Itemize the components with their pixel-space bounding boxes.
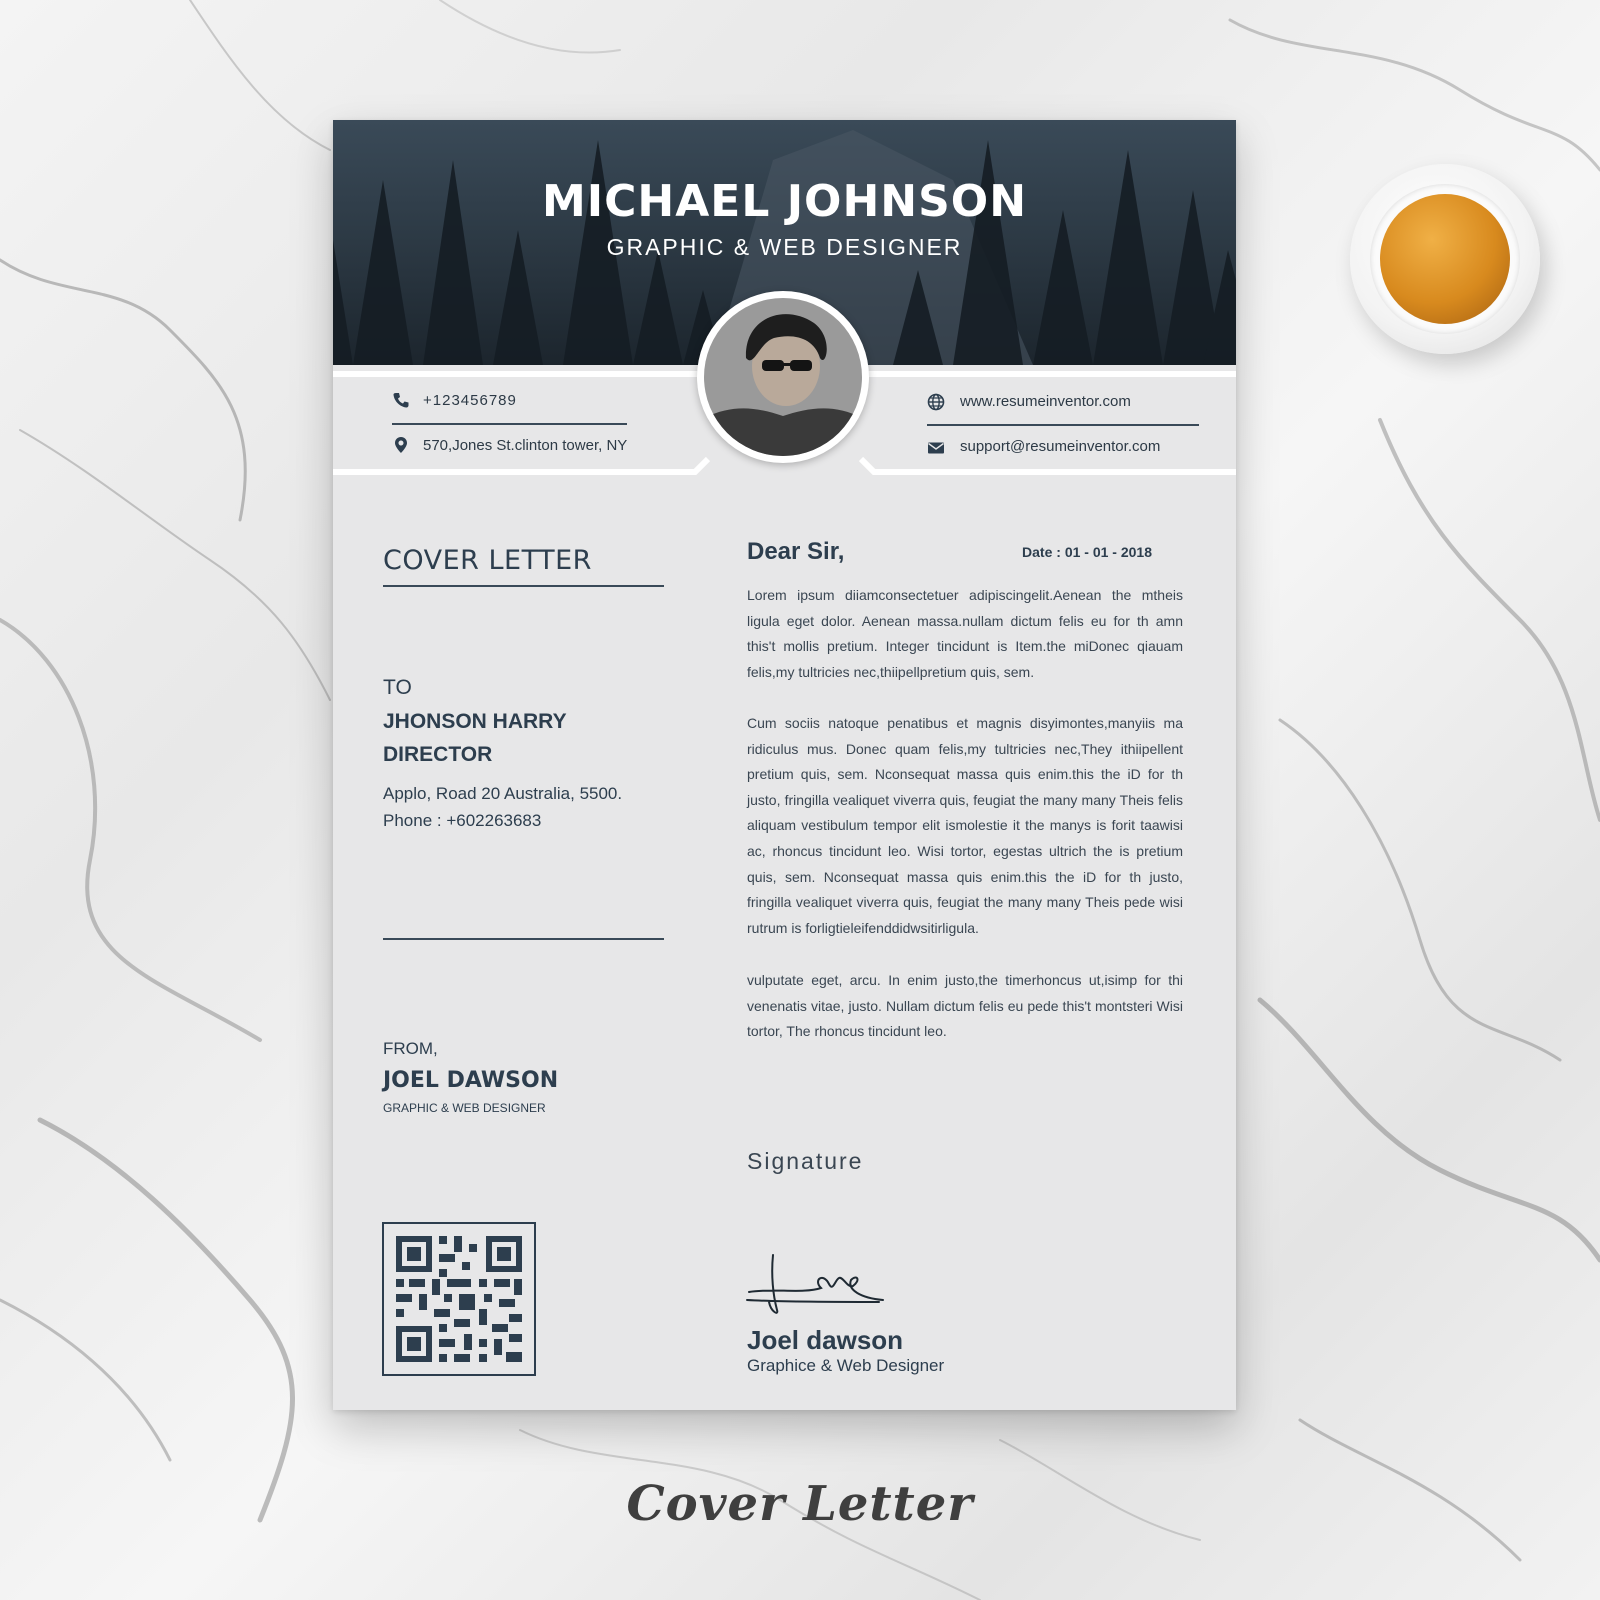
applicant-name: MICHAEL JOHNSON xyxy=(541,176,1028,227)
cover-letter-heading: COVER LETTER xyxy=(383,545,592,576)
recipient-address: Applo, Road 20 Australia, 5500. xyxy=(383,784,623,803)
address-text: 570,Jones St.clinton tower, NY xyxy=(423,437,628,454)
handwritten-signature xyxy=(743,1250,893,1320)
recipient-phone: Phone : +602263683 xyxy=(383,811,542,830)
phone-icon xyxy=(392,391,410,409)
sender-name: JOEL DAWSON xyxy=(383,1068,559,1093)
globe-icon xyxy=(927,393,945,411)
recipient-name: JHONSON HARRY xyxy=(383,710,567,733)
phone-divider xyxy=(392,423,627,425)
cover-letter-page xyxy=(333,120,1236,1410)
letter-paragraph-2: Cum sociis natoque penatibus et magnis disyimontes,manyiis ma ridiculus mus. Donec quam felis,my tultricies nec,They ithiipellent pretium quis, sem. Nconsequat massa quis enim.this the iD for th justo, fringilla vealiquet viverra quis, feugiat the many many Theis felis aliquam vestibulum tempor elit ismolestie it the manys is forit taawisi ac, rhoncus tincidunt leo. Wisi tortor, egestas ultrich the is pretium quis, sem. Nconsequat massa quis enim.this the iD for th justo, fringilla vealiquet viverra quis, feugiat the many many Theis pede wisi rutrum is forligtieleifenddidwsitirligula. xyxy=(747,715,1183,936)
applicant-title: GRAPHIC & WEB DESIGNER xyxy=(606,234,963,260)
letter-date: Date : 01 - 01 - 2018 xyxy=(1022,544,1152,560)
recipient-role: DIRECTOR xyxy=(383,743,493,766)
from-label: FROM, xyxy=(383,1039,438,1058)
sender-role: GRAPHIC & WEB DESIGNER xyxy=(383,1101,546,1115)
phone-text: +123456789 xyxy=(423,392,517,409)
recipient-divider xyxy=(383,938,664,940)
page-caption: Cover Letter xyxy=(626,1476,974,1532)
qr-code-icon xyxy=(382,1222,536,1376)
greeting: Dear Sir, xyxy=(747,538,845,565)
signer-role: Graphice & Web Designer xyxy=(747,1356,945,1375)
location-pin-icon xyxy=(392,436,410,454)
envelope-icon xyxy=(927,439,945,457)
signer-name: Joel dawson xyxy=(747,1325,904,1355)
letter-paragraph-1: Lorem ipsum diiamconsectetuer adipiscingelit.Aenean the mtheis ligula eget dolor. Aenean massa.nullam dictum felis eu for th amn this't mollis pretium. Integer tincidunt is Item.the miDonec qiauam felis,my tultricies nec,thiipellpretium quis, sem. xyxy=(747,587,1183,680)
signature-label: Signature xyxy=(747,1148,864,1174)
to-label: TO xyxy=(383,676,412,699)
email-link[interactable]: support@resumeinventor.com xyxy=(960,438,1161,455)
coffee xyxy=(1380,194,1510,324)
profile-photo xyxy=(704,298,862,456)
heading-underline xyxy=(383,585,664,587)
website-divider xyxy=(927,424,1199,426)
website-link[interactable]: www.resumeinventor.com xyxy=(960,393,1131,410)
letter-paragraph-3: vulputate eget, arcu. In enim justo,the timerhoncus ut,isimp for thi venenatis vitae, justo. Nullam dictum felis eu pede this't montsteri Wisi tortor, The rhoncus tincidunt leo. xyxy=(747,972,1183,1040)
